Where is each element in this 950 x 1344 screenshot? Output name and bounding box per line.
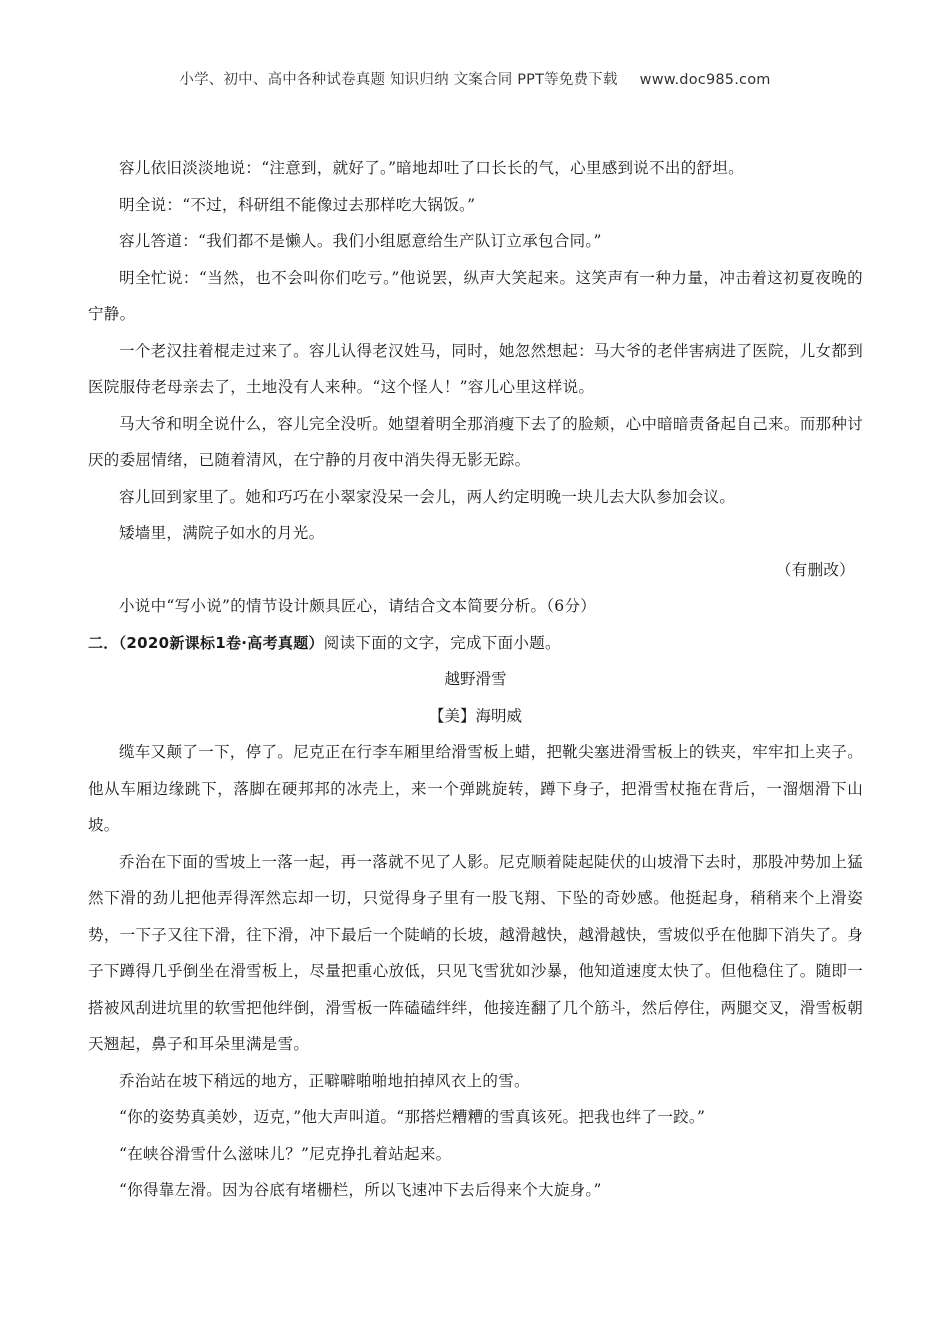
- paragraph: 明全忙说：“当然，也不会叫你们吃亏。”他说罢，纵声大笑起来。这笑声有一种力量，冲击着这初夏夜晚的宁静。: [88, 268, 863, 323]
- article-title: 越野滑雪: [444, 670, 507, 688]
- section-heading: [88, 625, 863, 662]
- page-header: [0, 68, 950, 89]
- paragraph: “你得靠左滑。因为谷底有堵栅栏，所以飞速冲下去后得来个大旋身。”: [119, 1181, 602, 1199]
- paragraph: 容儿回到家里了。她和巧巧在小翠家没呆一会儿，两人约定明晚一块儿去大队参加会议。: [119, 487, 736, 506]
- paragraph: 一个老汉拄着棍走过来了。容儿认得老汉姓马，同时，她忽然想起：马大爷的老伴害病进了医院，儿女都到医院服侍老母亲去了，土地没有人来种。“这个怪人！”容儿心里这样说。: [88, 341, 863, 396]
- section-number: 二．: [88, 633, 119, 652]
- paragraph: 乔治在下面的雪坡上一落一起，再一落就不见了人影。尼克顺着陡起陡伏的山坡滑下去时，那股冲势加上猛然下滑的劲儿把他弄得浑然忘却一切，只觉得身子里有一股飞翔、下坠的奇妙感。他挺起身，稍稍来个上滑姿势，一下子又往下滑，往下滑，冲下最后一个陡峭的长坡，越滑越快，越滑越快，雪坡似乎在他脚下消失了。身子下蹲得几乎倒坐在滑雪板上，尽量把重心放低，只见飞雪犹如沙暴，他知道速度太快了。但他稳住了。随即一搭被风刮进坑里的软雪把他绊倒，滑雪板一阵磕磕绊绊，他接连翻了几个筋斗，然后停住，两腿交叉，滑雪板朝天翘起，鼻子和耳朵里满是雪。: [88, 852, 863, 1053]
- document-body: [88, 150, 863, 1209]
- paragraph: 矮墙里，满院子如水的月光。: [119, 524, 325, 542]
- paragraph: 马大爷和明全说什么，容儿完全没听。她望着明全那消瘦下去了的脸颊，心中暗暗责备起自己来。而那种讨厌的委屈情绪，已随着清风，在宁静的月夜中消失得无影无踪。: [88, 414, 863, 469]
- paragraph: 容儿答道：“我们都不是懒人。我们小组愿意给生产队订立承包合同。”: [119, 232, 602, 250]
- header-text: 小学、初中、高中各种试卷真题 知识归纳 文案合同 PPT等免费下载: [179, 72, 618, 88]
- section-source: （2020新课标1卷·高考真题）: [118, 633, 324, 652]
- article-author: 【美】海明威: [428, 706, 522, 725]
- section-instruction: 阅读下面的文字，完成下面小题。: [323, 633, 561, 652]
- paragraph: “在峡谷滑雪什么滋味儿？”尼克挣扎着站起来。: [119, 1144, 452, 1163]
- paragraph: 明全说：“不过，科研组不能像过去那样吃大锅饭。”: [119, 195, 476, 214]
- paragraph: 容儿依旧淡淡地说：“注意到，就好了。”暗地却吐了口长长的气，心里感到说不出的舒坦。: [119, 159, 744, 177]
- paragraph: 乔治站在坡下稍远的地方，正噼噼啪啪地拍掉风衣上的雪。: [119, 1071, 530, 1090]
- revision-note: （有删改）: [775, 560, 855, 579]
- question: 小说中“写小说”的情节设计颇具匠心，请结合文本简要分析。（6分）: [119, 597, 597, 615]
- paragraph: 缆车又颠了一下，停了。尼克正在行李车厢里给滑雪板上蜡，把靴尖塞进滑雪板上的铁夹，牢牢扣上夹子。他从车厢边缘跳下，落脚在硬邦邦的冰壳上，来一个弹跳旋转，蹲下身子，把滑雪杖拖在背后，一溜烟滑下山坡。: [88, 743, 863, 834]
- header-site-link[interactable]: www.doc985.com: [639, 72, 771, 88]
- paragraph: “你的姿势真美妙，迈克，”他大声叫道。“那搭烂糟糟的雪真该死。把我也绊了一跤。”: [119, 1108, 706, 1126]
